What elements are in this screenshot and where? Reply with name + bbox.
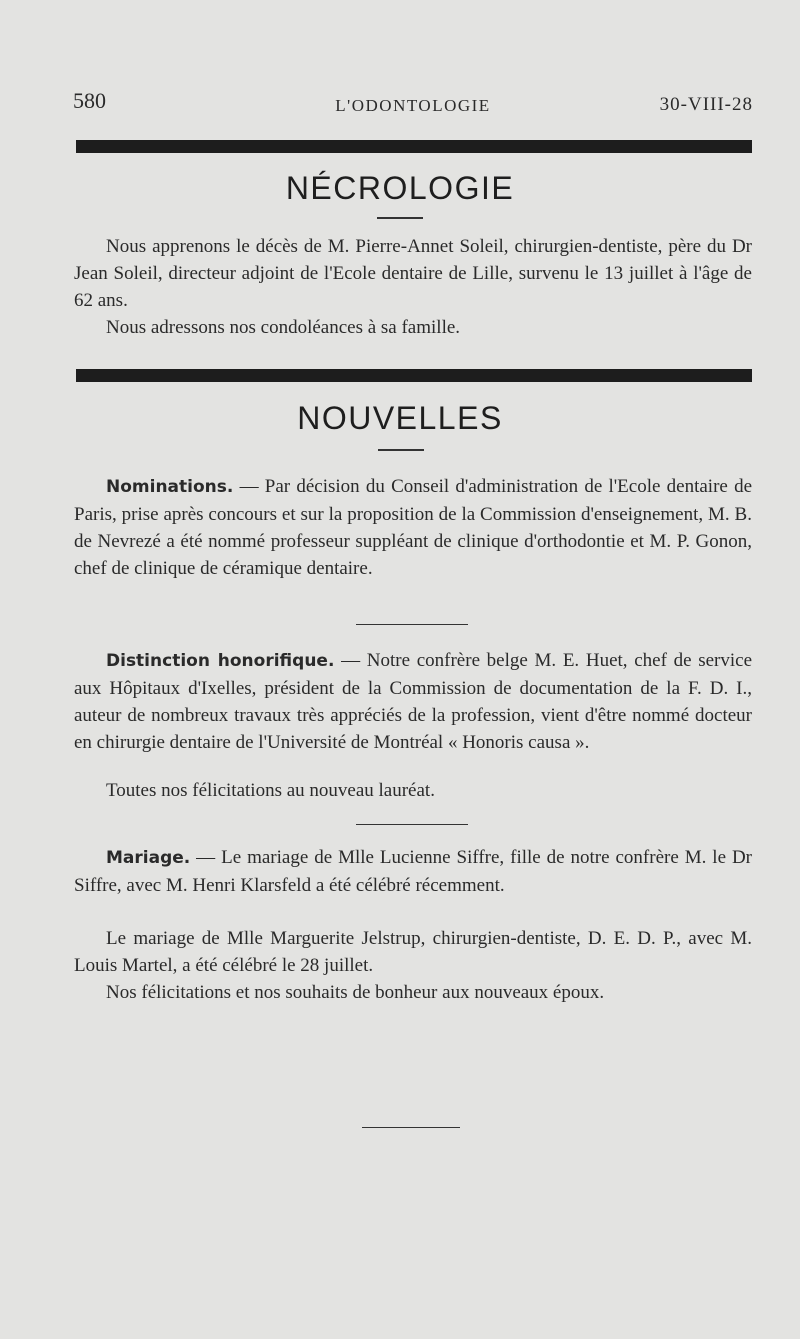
middle-rule [76, 369, 752, 382]
page-number: 580 [73, 88, 106, 113]
separator-rule [356, 624, 468, 625]
necrologie-paragraph: Nous apprenons le décès de M. Pierre-Annet Soleil, chirurgien-dentiste, père du Dr Jean Soleil, directeur adjoint de l'Ecole dentaire de Lille, survenu le 13 juillet à l'âge de 62 ans. [74, 236, 752, 311]
distinction-text: — Notre confrère belge M. E. Huet, chef de service aux Hôpitaux d'Ixelles, président de la Commission de documentation de la F. D. I., auteur de nombreux travaux très appréciés de la profession, vient d'être nommé docteur en chirurgie dentaire de l'Université de Montréal « Honoris causa ». [74, 650, 753, 753]
necrologie-condolences: Nous adressons nos condoléances à sa famille. [106, 317, 461, 338]
mariage-heading: Mariage. [106, 848, 191, 868]
end-rule [362, 1127, 460, 1128]
nouvelles-title: NOUVELLES [297, 400, 503, 436]
nominations-heading: Nominations. [106, 477, 234, 497]
distinction-heading: Distinction honorifique. [106, 651, 335, 671]
distinction-congratulations: Toutes nos félicitations au nouveau lauréat. [106, 780, 435, 801]
mariage-paragraph [74, 844, 752, 899]
top-rule [76, 140, 752, 153]
nominations-text: — Par décision du Conseil d'administration de l'Ecole dentaire de Paris, prise après concours et sur la proposition de la Commission d'enseignement, M. B. de Nevrezé a été nommé professeur suppléant de clinique d'orthodontie et M. P. Gonon, chef de clinique de céramique dentaire. [74, 476, 752, 579]
nominations-paragraph [74, 473, 752, 582]
mariage-second-paragraph: Le mariage de Mlle Marguerite Jelstrup, chirurgien-dentiste, D. E. D. P., avec M. Louis Martel, a été célébré le 28 juillet. [74, 928, 752, 976]
necrologie-title: NÉCROLOGIE [285, 170, 515, 206]
nouvelles-title-underline [378, 449, 424, 451]
mariage-congratulations: Nos félicitations et nos souhaits de bonheur aux nouveaux époux. [106, 982, 605, 1003]
necrologie-title-underline [377, 217, 423, 219]
journal-title: L'ODONTOLOGIE [335, 96, 491, 115]
running-head [73, 88, 753, 118]
distinction-paragraph [74, 647, 752, 756]
separator-rule [356, 824, 468, 825]
mariage-text: — Le mariage de Mlle Lucienne Siffre, fille de notre confrère M. le Dr Siffre, avec M. Henri Klarsfeld a été célébré récemment. [74, 847, 752, 896]
issue-date: 30-VIII-28 [659, 94, 753, 115]
